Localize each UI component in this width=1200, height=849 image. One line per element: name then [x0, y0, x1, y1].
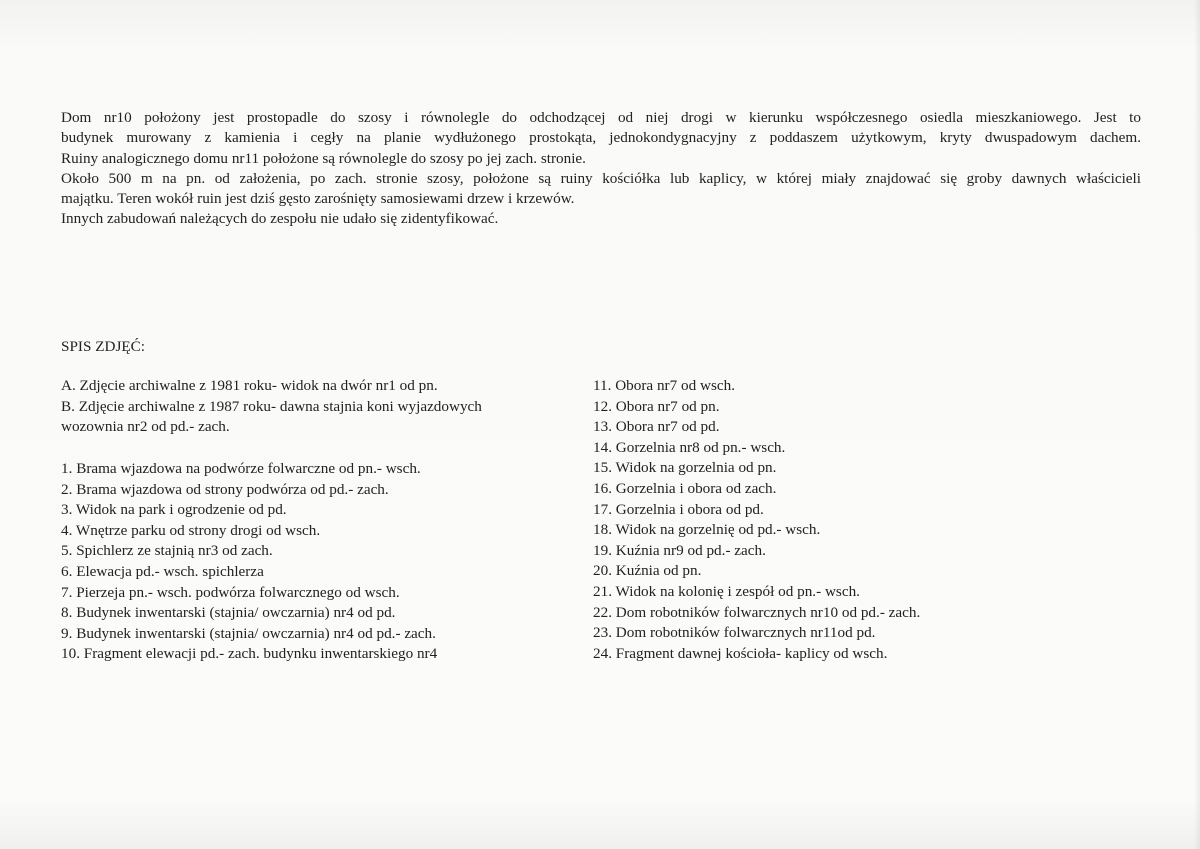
list-item: 6. Elewacja pd.- wsch. spichlerza	[61, 562, 264, 580]
archival-photo-list	[61, 376, 482, 438]
list-item: 24. Fragment dawnej kościoła- kaplicy od wsch.	[593, 644, 888, 662]
list-item: 11. Obora nr7 od wsch.	[593, 377, 736, 394]
list-item: 1. Brama wjazdowa na podwórze folwarczne od pn.- wsch.	[61, 460, 421, 477]
list-item: 22. Dom robotników folwarcznych nr10 od pd.- zach.	[593, 603, 921, 621]
list-item: 19. Kuźnia nr9 od pd.- zach.	[593, 541, 766, 559]
photo-list-heading: SPIS ZDJĘĆ:	[61, 338, 145, 355]
list-item: 12. Obora nr7 od pn.	[593, 397, 720, 415]
list-item: 4. Wnętrze parku od strony drogi od wsch.	[61, 521, 321, 539]
list-item: 10. Fragment elewacji pd.- zach. budynku inwentarskiego nr4	[61, 645, 438, 663]
intro-line: Ruiny analogicznego domu nr11 położone są równolegle do szosy po jej zach. stronie.	[61, 149, 586, 167]
list-item: 3. Widok na park i ogrodzenie od pd.	[61, 501, 287, 519]
list-item: 14. Gorzelnia nr8 od pn.- wsch.	[593, 438, 786, 456]
photo-list-left	[61, 459, 437, 665]
list-item: 21. Widok na kolonię i zespół od pn.- wsch.	[593, 582, 860, 600]
list-item: wozownia nr2 od pd.- zach.	[61, 418, 230, 436]
list-item: 5. Spichlerz ze stajnią nr3 od zach.	[61, 542, 273, 560]
list-item: A. Zdjęcie archiwalne z 1981 roku- widok na dwór nr1 od pn.	[61, 377, 438, 394]
photo-list-right	[593, 376, 920, 664]
intro-text	[61, 108, 1141, 230]
list-item: 8. Budynek inwentarski (stajnia/ owczarnia) nr4 od pd.	[61, 604, 396, 622]
intro-line: Innych zabudowań należących do zespołu nie udało się zidentyfikować.	[61, 210, 499, 228]
list-item: 16. Gorzelnia i obora od zach.	[593, 479, 777, 497]
list-item: 15. Widok na gorzelnia od pn.	[593, 459, 777, 477]
list-item: B. Zdjęcie archiwalne z 1987 roku- dawna stajnia koni wyjazdowych	[61, 397, 482, 415]
list-item: 17. Gorzelnia i obora od pd.	[593, 500, 764, 518]
list-item: 20. Kuźnia od pn.	[593, 562, 702, 580]
list-item: 18. Widok na gorzelnię od pd.- wsch.	[593, 521, 821, 539]
list-item: 23. Dom robotników folwarcznych nr11od pd.	[593, 624, 876, 642]
list-item: 9. Budynek inwentarski (stajnia/ owczarnia) nr4 od pd.- zach.	[61, 624, 436, 642]
list-item: 2. Brama wjazdowa od strony podwórza od pd.- zach.	[61, 480, 389, 498]
page-edge-shadow	[1194, 0, 1200, 849]
intro-line: majątku. Teren wokół ruin jest dziś gęsto zarośnięty samosiewami drzew i krzewów.	[61, 190, 575, 208]
intro-line: Około 500 m na pn. od założenia, po zach. stronie szosy, położone są ruiny kościółka lub kaplicy, w której miały znajdować się groby dawnych właścicieli	[61, 169, 1141, 187]
list-item: 13. Obora nr7 od pd.	[593, 418, 720, 436]
list-item: 7. Pierzeja pn.- wsch. podwórza folwarcznego od wsch.	[61, 583, 400, 601]
intro-line: budynek murowany z kamienia i cegły na planie wydłużonego prostokąta, jednokondygnacyjny z poddaszem użytkowym, kryty dwuspadowym dachem.	[61, 129, 1141, 147]
intro-line: Dom nr10 położony jest prostopadle do szosy i równolegle do odchodzącej od niej drogi w kierunku współczesnego osiedla mieszkaniowego. Jest to	[61, 109, 1141, 126]
